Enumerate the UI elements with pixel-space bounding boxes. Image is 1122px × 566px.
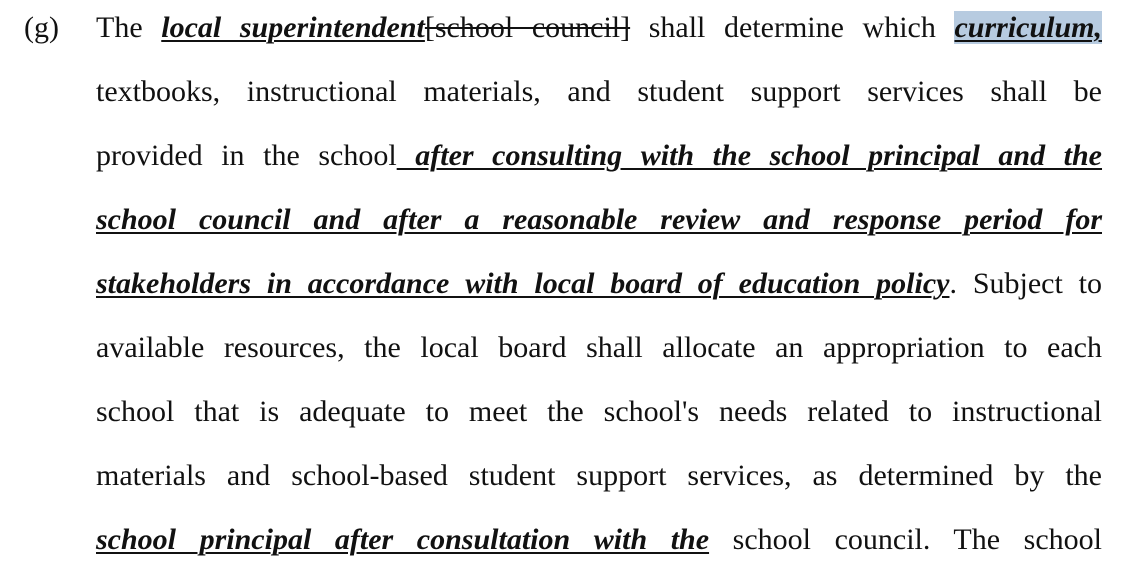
inserted-text: after consulting with the school principal and the: [396, 139, 1103, 172]
subsection-label: (g): [24, 11, 59, 44]
text-line-1: [96, 8, 1102, 48]
text-line-3: [96, 136, 1102, 176]
inserted-text: local superintendent: [161, 11, 425, 44]
text-line-8: [96, 456, 1102, 496]
text-line-7: [96, 392, 1102, 432]
normal-text: The: [96, 11, 162, 44]
text-line-6: [96, 328, 1102, 368]
normal-text: textbooks, instructional materials, and student support services shall be: [96, 75, 1102, 108]
normal-text: available resources, the local board shall allocate an appropriation to each: [96, 331, 1102, 364]
inserted-text: school council and after a reasonable review and response period for: [96, 203, 1102, 236]
text-line-2: [96, 72, 1102, 112]
normal-text: school council. The school: [709, 523, 1102, 556]
inserted-text: school principal after consultation with the: [96, 523, 710, 556]
deleted-text: [school council]: [424, 11, 631, 44]
normal-text: . Subject to: [949, 267, 1102, 300]
text-line-4: [96, 200, 1102, 240]
inserted-text: stakeholders in accordance with local board of education policy: [96, 267, 950, 300]
normal-text: school that is adequate to meet the school's needs related to instructional: [96, 395, 1102, 428]
normal-text: materials and school-based student support services, as determined by the: [96, 459, 1102, 492]
normal-text: shall determine which: [630, 11, 955, 44]
text-line-9: [96, 520, 1102, 560]
text-line-5: [96, 264, 1102, 304]
highlighted-inserted-text[interactable]: curriculum,: [954, 11, 1103, 44]
normal-text: provided in the school: [96, 139, 397, 172]
